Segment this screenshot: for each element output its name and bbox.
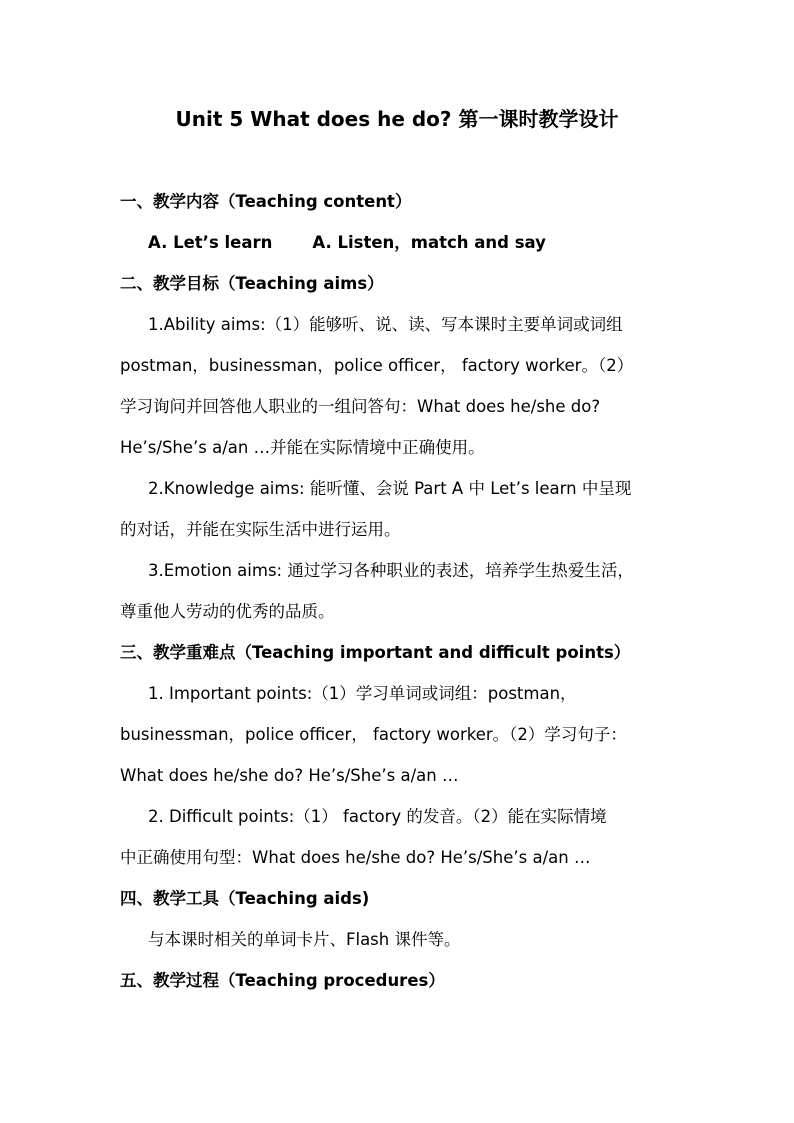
teaching-content-items <box>120 227 676 268</box>
difficult-points-line-1: 2. Difficult points:（1） factory 的发音。（2）能在实际情境 <box>148 807 607 826</box>
important-points-line-1: 1. Important points:（1）学习单词或词组：postman， <box>148 684 577 703</box>
important-points-line-3: What does he/she do? He’s/She’s a/an … <box>120 766 459 785</box>
emotion-aims-line-2: 尊重他人劳动的优秀的品质。 <box>120 602 335 621</box>
section-heading-content: 一、教学内容（Teaching content） <box>120 192 412 211</box>
ability-aims-line-3: 学习询问并回答他人职业的一组问答句：What does he/she do? <box>120 397 601 416</box>
knowledge-aims-line-2: 的对话，并能在实际生活中进行运用。 <box>120 520 401 539</box>
ability-aims-line-1: 1.Ability aims:（1）能够听、说、读、写本课时主要单词或词组 <box>148 315 623 334</box>
teaching-aids-text: 与本课时相关的单词卡片、Flash 课件等。 <box>148 930 461 949</box>
knowledge-aims-line-1: 2.Knowledge aims: 能听懂、会说 Part A 中 Let’s learn 中呈现 <box>148 479 632 498</box>
section-heading-aids: 四、教学工具（Teaching aids) <box>120 889 370 908</box>
ability-aims-line-4: He’s/She’s a/an …并能在实际情境中正确使用。 <box>120 438 485 457</box>
section-heading-points: 三、教学重难点（Teaching important and difficult points） <box>120 643 631 662</box>
important-points-line-2: businessman，police officer， factory worker。（2）学习句子： <box>120 725 627 744</box>
content-item-listen-match-say: A. Listen，match and say <box>312 233 546 252</box>
section-heading-aims: 二、教学目标（Teaching aims） <box>120 274 384 293</box>
document-body <box>120 186 676 1006</box>
content-item-lets-learn: A. Let’s learn <box>148 233 273 252</box>
ability-aims-line-2: postman，businessman，police officer， factory worker。（2） <box>120 356 634 375</box>
document-title: Unit 5 What does he do? 第一课时教学设计 <box>175 107 619 131</box>
emotion-aims-line-1: 3.Emotion aims: 通过学习各种职业的表述，培养学生热爱生活， <box>148 561 634 580</box>
difficult-points-line-2: 中正确使用句型：What does he/she do? He’s/She’s a/an … <box>120 848 591 867</box>
section-heading-procedures: 五、教学过程（Teaching procedures） <box>120 971 445 990</box>
